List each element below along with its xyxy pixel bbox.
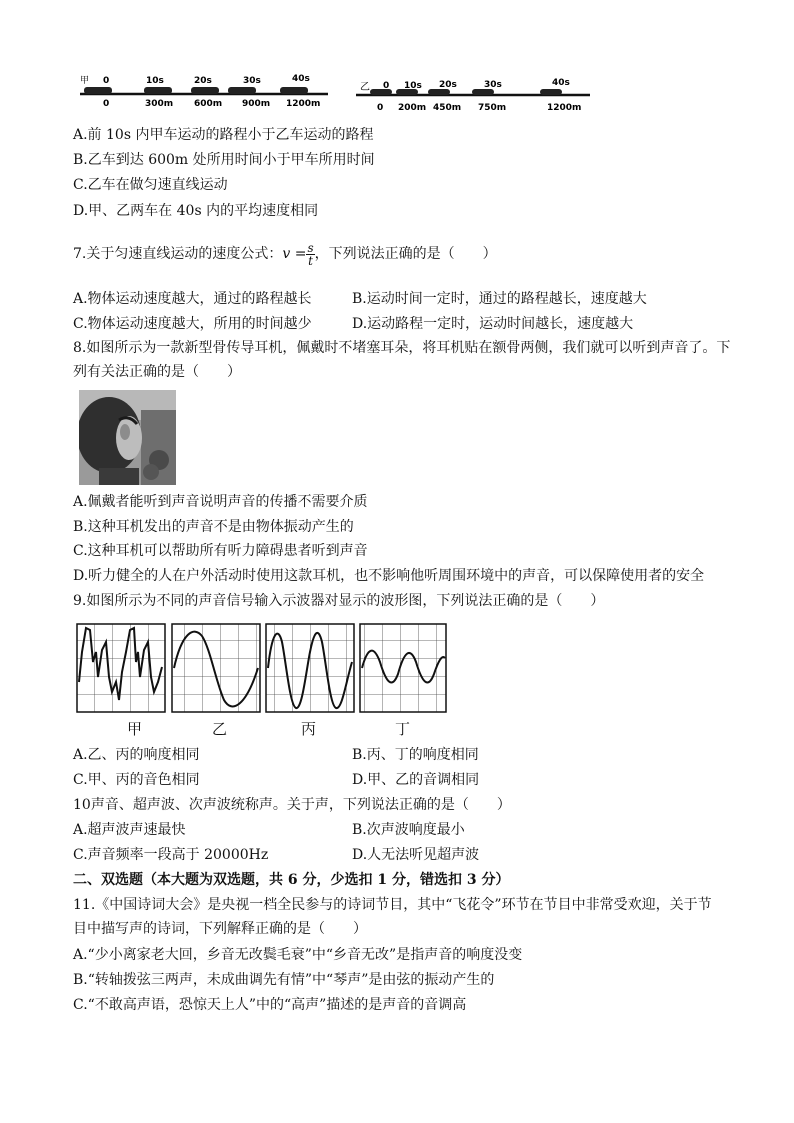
yi-car-name: 乙 (360, 82, 370, 93)
q6-option-b: B.乙车到达 600m 处所用时间小于甲车所用时间 (73, 152, 375, 168)
yi-dist-0: 0 (377, 103, 384, 112)
waveform-label-yi: 乙 (212, 720, 228, 738)
q8-option-b: B.这种耳机发出的声音不是由物体振动产生的 (73, 519, 354, 535)
q9-stem: 9.如图所示为不同的声音信号输入示波器对显示的波形图，下列说法正确的是（ ） (73, 593, 605, 609)
yi-time-10: 10s (404, 81, 422, 91)
q11-stem-line1: 11.《中国诗词大会》是央视一档全民参与的诗词节目，其中“飞花令”环节在节目中非常受欢迎，关于节 (73, 897, 712, 913)
jia-time-10: 10s (146, 76, 164, 86)
q11-option-c: C.“不敢高声语，恐惊天上人”中的“高声”描述的是声音的音调高 (73, 997, 467, 1013)
jia-car-name: 甲 (80, 76, 90, 86)
section2-heading: 二、双选题（本大题为双选题，共 6 分，少选扣 1 分，错选扣 3 分） (73, 872, 510, 888)
car-motion-figure (78, 72, 593, 112)
jia-time-40: 40s (292, 74, 310, 84)
q7-stem-after: ，下列说法正确的是（ ） (314, 246, 497, 262)
q7-stem (73, 238, 497, 270)
jia-time-20: 20s (194, 76, 212, 86)
yi-time-0: 0 (383, 81, 390, 91)
yi-time-40: 40s (552, 78, 570, 88)
q7-option-b: B.运动时间一定时，通过的路程越长，速度越大 (352, 291, 647, 307)
waveform-ding (360, 624, 446, 712)
q9-option-a: A.乙、丙的响度相同 (73, 747, 200, 763)
q8-stem-line2: 列有关法正确的是（ ） (73, 364, 241, 380)
bone-conduction-headphone-photo (79, 390, 176, 485)
jia-dist-600: 600m (194, 99, 223, 109)
yi-car-40 (540, 89, 562, 95)
yi-dist-200: 200m (398, 103, 427, 112)
q7-option-a: A.物体运动速度越大，通过的路程越长 (73, 291, 312, 307)
jia-car-20 (191, 87, 219, 94)
q7-formula-lhs: v = (282, 246, 307, 262)
q9-option-b: B.丙、丁的响度相同 (352, 747, 479, 763)
q7-formula-denominator: t (308, 253, 313, 268)
q7-option-d: D.运动路程一定时，运动时间越长，速度越大 (352, 316, 634, 332)
jia-car-40 (280, 87, 308, 94)
jia-car-10 (144, 87, 172, 94)
waveform-label-bing: 丙 (301, 720, 317, 738)
headphone-photo-illustration (79, 390, 176, 485)
q6-option-c: C.乙车在做匀速直线运动 (73, 177, 228, 193)
yi-time-20: 20s (439, 80, 457, 90)
yi-dist-750: 750m (478, 103, 507, 112)
jia-car-30 (228, 87, 256, 94)
waveform-yi (172, 624, 260, 712)
jia-dist-300: 300m (145, 99, 174, 109)
q10-option-a: A.超声波声速最快 (73, 822, 186, 838)
yi-track (356, 78, 590, 112)
q6-option-a: A.前 10s 内甲车运动的路程小于乙车运动的路程 (73, 127, 374, 143)
q10-option-b: B.次声波响度最小 (352, 822, 465, 838)
q11-stem-line2: 目中描写声的诗词，下列解释正确的是（ ） (73, 921, 367, 937)
waveform-bing (266, 624, 354, 712)
jia-car-0 (84, 87, 112, 94)
waveform-label-ding: 丁 (395, 720, 411, 738)
jia-time-0: 0 (103, 76, 110, 86)
q8-option-d: D.听力健全的人在户外活动时使用这款耳机，也不影响他听周围环境中的声音，可以保障使用者的安全 (73, 568, 705, 584)
q9-option-c: C.甲、丙的音色相同 (73, 772, 200, 788)
q8-option-a: A.佩戴者能听到声音说明声音的传播不需要介质 (73, 494, 368, 510)
waveform-label-jia: 甲 (127, 720, 143, 738)
oscilloscope-waveforms (76, 622, 448, 716)
jia-dist-0: 0 (103, 99, 110, 109)
q7-stem-before: 7.关于匀速直线运动的速度公式： (73, 246, 283, 262)
yi-time-30: 30s (484, 80, 502, 90)
q6-option-d: D.甲、乙两车在 40s 内的平均速度相同 (73, 203, 319, 219)
q7-formula-numerator: s (307, 240, 314, 255)
q10-option-d: D.人无法听见超声波 (352, 847, 480, 863)
yi-dist-1200: 1200m (547, 103, 582, 112)
q11-option-b: B.“转轴拨弦三两声，未成曲调先有情”中“琴声”是由弦的振动产生的 (73, 972, 495, 988)
q9-option-d: D.甲、乙的音调相同 (352, 772, 480, 788)
yi-dist-450: 450m (433, 103, 462, 112)
q8-option-c: C.这种耳机可以帮助所有听力障碍患者听到声音 (73, 543, 368, 559)
q11-option-a: A.“少小离家老大回，乡音无改鬓毛衰”中“乡音无改”是指声音的响度没变 (73, 947, 523, 963)
jia-dist-900: 900m (242, 99, 271, 109)
jia-dist-1200: 1200m (286, 99, 321, 109)
q7-option-c: C.物体运动速度越大，所用的时间越少 (73, 316, 312, 332)
jia-track (80, 74, 328, 109)
waveform-jia (77, 624, 165, 712)
q10-option-c: C.声音频率一段高于 20000Hz (73, 847, 269, 863)
q7-formula-fraction (306, 242, 314, 267)
q10-stem: 10声音、超声波、次声波统称声。关于声，下列说法正确的是（ ） (73, 797, 511, 813)
jia-time-30: 30s (243, 76, 261, 86)
q8-stem-line1: 8.如图所示为一款新型骨传导耳机，佩戴时不堵塞耳朵，将耳机贴在额骨两侧，我们就可以听到声音了。下 (73, 340, 731, 356)
